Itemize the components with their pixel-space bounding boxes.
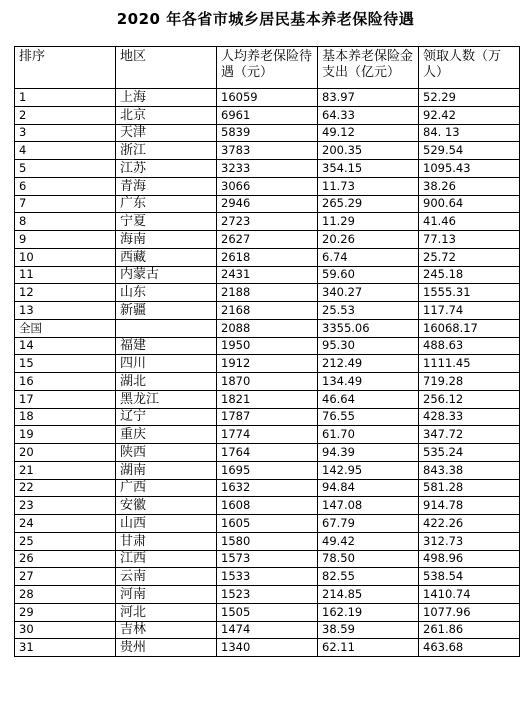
cell-rank: 31 (15, 639, 116, 657)
cell-per-capita-benefit: 1505 (217, 603, 318, 621)
table-row (15, 142, 520, 160)
cell-per-capita-benefit: 1608 (217, 497, 318, 515)
cell-rank: 12 (15, 284, 116, 302)
cell-per-capita-benefit: 1821 (217, 390, 318, 408)
table-row (15, 497, 520, 515)
table-row (15, 550, 520, 568)
cell-per-capita-benefit: 2188 (217, 284, 318, 302)
cell-recipients: 535.24 (419, 444, 520, 462)
cell-fund-expenditure: 340.27 (318, 284, 419, 302)
cell-region: 云南 (116, 568, 217, 586)
cell-region: 安徽 (116, 497, 217, 515)
cell-per-capita-benefit: 2946 (217, 195, 318, 213)
cell-recipients: 16068.17 (419, 319, 520, 337)
cell-rank: 23 (15, 497, 116, 515)
cell-fund-expenditure: 49.42 (318, 532, 419, 550)
cell-fund-expenditure: 11.29 (318, 213, 419, 231)
cell-fund-expenditure: 67.79 (318, 515, 419, 533)
cell-region: 河南 (116, 586, 217, 604)
cell-recipients: 84. 13 (419, 124, 520, 142)
cell-recipients: 52.29 (419, 89, 520, 107)
page-title: 2020 年各省市城乡居民基本养老保险待遇 (116, 10, 415, 28)
cell-per-capita-benefit: 1533 (217, 568, 318, 586)
table-row (15, 106, 520, 124)
table-row (15, 444, 520, 462)
cell-rank: 17 (15, 390, 116, 408)
cell-recipients: 463.68 (419, 639, 520, 657)
cell-recipients: 25.72 (419, 248, 520, 266)
table-row (15, 568, 520, 586)
cell-region: 甘肃 (116, 532, 217, 550)
table-row (15, 479, 520, 497)
cell-recipients: 488.63 (419, 337, 520, 355)
table-row (15, 284, 520, 302)
cell-recipients: 428.33 (419, 408, 520, 426)
cell-recipients: 498.96 (419, 550, 520, 568)
table-row (15, 248, 520, 266)
cell-rank: 24 (15, 515, 116, 533)
cell-per-capita-benefit: 2627 (217, 231, 318, 249)
cell-rank: 15 (15, 355, 116, 373)
cell-fund-expenditure: 214.85 (318, 586, 419, 604)
cell-recipients: 41.46 (419, 213, 520, 231)
cell-region: 青海 (116, 177, 217, 195)
table-row (15, 266, 520, 284)
cell-recipients: 117.74 (419, 302, 520, 320)
cell-rank: 11 (15, 266, 116, 284)
cell-per-capita-benefit: 1774 (217, 426, 318, 444)
column-header-rank: 排序 (15, 47, 116, 89)
cell-per-capita-benefit: 2723 (217, 213, 318, 231)
cell-fund-expenditure: 25.53 (318, 302, 419, 320)
cell-region: 海南 (116, 231, 217, 249)
cell-fund-expenditure: 162.19 (318, 603, 419, 621)
table-row (15, 621, 520, 639)
cell-recipients: 1111.45 (419, 355, 520, 373)
cell-region: 广西 (116, 479, 217, 497)
cell-recipients: 92.42 (419, 106, 520, 124)
cell-per-capita-benefit: 16059 (217, 89, 318, 107)
cell-per-capita-benefit: 2431 (217, 266, 318, 284)
cell-fund-expenditure: 6.74 (318, 248, 419, 266)
cell-fund-expenditure: 147.08 (318, 497, 419, 515)
table-row (15, 639, 520, 657)
table-row (15, 603, 520, 621)
cell-per-capita-benefit: 1573 (217, 550, 318, 568)
table-row (15, 532, 520, 550)
cell-rank: 19 (15, 426, 116, 444)
cell-per-capita-benefit: 1580 (217, 532, 318, 550)
cell-region: 内蒙古 (116, 266, 217, 284)
cell-per-capita-benefit: 1474 (217, 621, 318, 639)
cell-region: 陕西 (116, 444, 217, 462)
cell-rank: 20 (15, 444, 116, 462)
cell-region: 北京 (116, 106, 217, 124)
cell-region: 山东 (116, 284, 217, 302)
cell-recipients: 77.13 (419, 231, 520, 249)
cell-region: 江苏 (116, 160, 217, 178)
cell-per-capita-benefit: 3066 (217, 177, 318, 195)
cell-recipients: 256.12 (419, 390, 520, 408)
cell-region: 吉林 (116, 621, 217, 639)
table-row (15, 177, 520, 195)
table-row (15, 319, 520, 337)
cell-rank: 26 (15, 550, 116, 568)
column-header-fund-expenditure: 基本养老保险金支出（亿元） (318, 47, 419, 89)
cell-fund-expenditure: 200.35 (318, 142, 419, 160)
cell-recipients: 261.86 (419, 621, 520, 639)
cell-region: 湖南 (116, 461, 217, 479)
cell-rank: 30 (15, 621, 116, 639)
cell-per-capita-benefit: 1695 (217, 461, 318, 479)
cell-fund-expenditure: 142.95 (318, 461, 419, 479)
cell-fund-expenditure: 94.84 (318, 479, 419, 497)
cell-recipients: 900.64 (419, 195, 520, 213)
cell-per-capita-benefit: 1950 (217, 337, 318, 355)
table-row (15, 408, 520, 426)
cell-region: 河北 (116, 603, 217, 621)
cell-rank: 25 (15, 532, 116, 550)
table-row (15, 231, 520, 249)
cell-fund-expenditure: 82.55 (318, 568, 419, 586)
cell-fund-expenditure: 76.55 (318, 408, 419, 426)
cell-recipients: 529.54 (419, 142, 520, 160)
cell-rank: 4 (15, 142, 116, 160)
cell-fund-expenditure: 64.33 (318, 106, 419, 124)
cell-rank: 27 (15, 568, 116, 586)
column-header-per-capita-benefit: 人均养老保险待遇（元） (217, 47, 318, 89)
cell-recipients: 843.38 (419, 461, 520, 479)
cell-region: 新疆 (116, 302, 217, 320)
cell-recipients: 422.26 (419, 515, 520, 533)
cell-rank: 21 (15, 461, 116, 479)
cell-fund-expenditure: 94.39 (318, 444, 419, 462)
cell-rank: 28 (15, 586, 116, 604)
cell-recipients: 1077.96 (419, 603, 520, 621)
cell-region: 黑龙江 (116, 390, 217, 408)
cell-region: 天津 (116, 124, 217, 142)
cell-per-capita-benefit: 1787 (217, 408, 318, 426)
cell-per-capita-benefit: 1523 (217, 586, 318, 604)
column-header-region: 地区 (116, 47, 217, 89)
cell-per-capita-benefit: 2168 (217, 302, 318, 320)
cell-recipients: 914.78 (419, 497, 520, 515)
table-row (15, 390, 520, 408)
table-row (15, 426, 520, 444)
cell-recipients: 38.26 (419, 177, 520, 195)
cell-region: 山西 (116, 515, 217, 533)
cell-recipients: 347.72 (419, 426, 520, 444)
cell-recipients: 1095.43 (419, 160, 520, 178)
table-row (15, 124, 520, 142)
table-row (15, 160, 520, 178)
cell-fund-expenditure: 95.30 (318, 337, 419, 355)
table-row (15, 355, 520, 373)
cell-fund-expenditure: 134.49 (318, 373, 419, 391)
cell-per-capita-benefit: 1632 (217, 479, 318, 497)
cell-rank: 8 (15, 213, 116, 231)
table-row (15, 586, 520, 604)
cell-region: 广东 (116, 195, 217, 213)
cell-fund-expenditure: 49.12 (318, 124, 419, 142)
cell-recipients: 245.18 (419, 266, 520, 284)
cell-per-capita-benefit: 1605 (217, 515, 318, 533)
table-row (15, 337, 520, 355)
cell-region: 西藏 (116, 248, 217, 266)
cell-region: 江西 (116, 550, 217, 568)
cell-recipients: 312.73 (419, 532, 520, 550)
cell-per-capita-benefit: 1870 (217, 373, 318, 391)
cell-fund-expenditure: 11.73 (318, 177, 419, 195)
cell-rank: 29 (15, 603, 116, 621)
table-header-row (15, 47, 520, 89)
cell-per-capita-benefit: 2618 (217, 248, 318, 266)
cell-rank: 16 (15, 373, 116, 391)
table-row (15, 373, 520, 391)
pension-table (14, 46, 520, 657)
cell-fund-expenditure: 38.59 (318, 621, 419, 639)
cell-per-capita-benefit: 1912 (217, 355, 318, 373)
cell-rank: 14 (15, 337, 116, 355)
cell-region: 浙江 (116, 142, 217, 160)
table-row (15, 461, 520, 479)
table-body (15, 89, 520, 657)
cell-fund-expenditure: 265.29 (318, 195, 419, 213)
cell-region: 上海 (116, 89, 217, 107)
table-row (15, 302, 520, 320)
cell-fund-expenditure: 212.49 (318, 355, 419, 373)
cell-rank: 9 (15, 231, 116, 249)
table-row (15, 195, 520, 213)
cell-per-capita-benefit: 2088 (217, 319, 318, 337)
cell-per-capita-benefit: 6961 (217, 106, 318, 124)
cell-rank: 2 (15, 106, 116, 124)
cell-rank: 3 (15, 124, 116, 142)
cell-recipients: 719.28 (419, 373, 520, 391)
table-row (15, 89, 520, 107)
cell-region: 宁夏 (116, 213, 217, 231)
cell-per-capita-benefit: 3783 (217, 142, 318, 160)
cell-region: 辽宁 (116, 408, 217, 426)
cell-recipients: 1410.74 (419, 586, 520, 604)
cell-fund-expenditure: 61.70 (318, 426, 419, 444)
cell-per-capita-benefit: 1764 (217, 444, 318, 462)
cell-region: 湖北 (116, 373, 217, 391)
cell-fund-expenditure: 78.50 (318, 550, 419, 568)
cell-rank: 6 (15, 177, 116, 195)
cell-region: 四川 (116, 355, 217, 373)
cell-rank: 5 (15, 160, 116, 178)
cell-rank: 1 (15, 89, 116, 107)
cell-rank: 13 (15, 302, 116, 320)
cell-per-capita-benefit: 5839 (217, 124, 318, 142)
cell-fund-expenditure: 62.11 (318, 639, 419, 657)
cell-rank: 全国 (15, 319, 116, 337)
cell-rank: 22 (15, 479, 116, 497)
cell-rank: 10 (15, 248, 116, 266)
cell-region: 福建 (116, 337, 217, 355)
cell-rank: 18 (15, 408, 116, 426)
cell-region: 贵州 (116, 639, 217, 657)
cell-fund-expenditure: 59.60 (318, 266, 419, 284)
cell-per-capita-benefit: 3233 (217, 160, 318, 178)
cell-per-capita-benefit: 1340 (217, 639, 318, 657)
cell-fund-expenditure: 3355.06 (318, 319, 419, 337)
cell-rank: 7 (15, 195, 116, 213)
column-header-recipients: 领取人数（万人） (419, 47, 520, 89)
cell-recipients: 1555.31 (419, 284, 520, 302)
cell-recipients: 581.28 (419, 479, 520, 497)
cell-fund-expenditure: 354.15 (318, 160, 419, 178)
cell-region: 重庆 (116, 426, 217, 444)
cell-recipients: 538.54 (419, 568, 520, 586)
cell-region (116, 319, 217, 337)
table-row (15, 213, 520, 231)
cell-fund-expenditure: 83.97 (318, 89, 419, 107)
cell-fund-expenditure: 46.64 (318, 390, 419, 408)
table-row (15, 515, 520, 533)
cell-fund-expenditure: 20.26 (318, 231, 419, 249)
